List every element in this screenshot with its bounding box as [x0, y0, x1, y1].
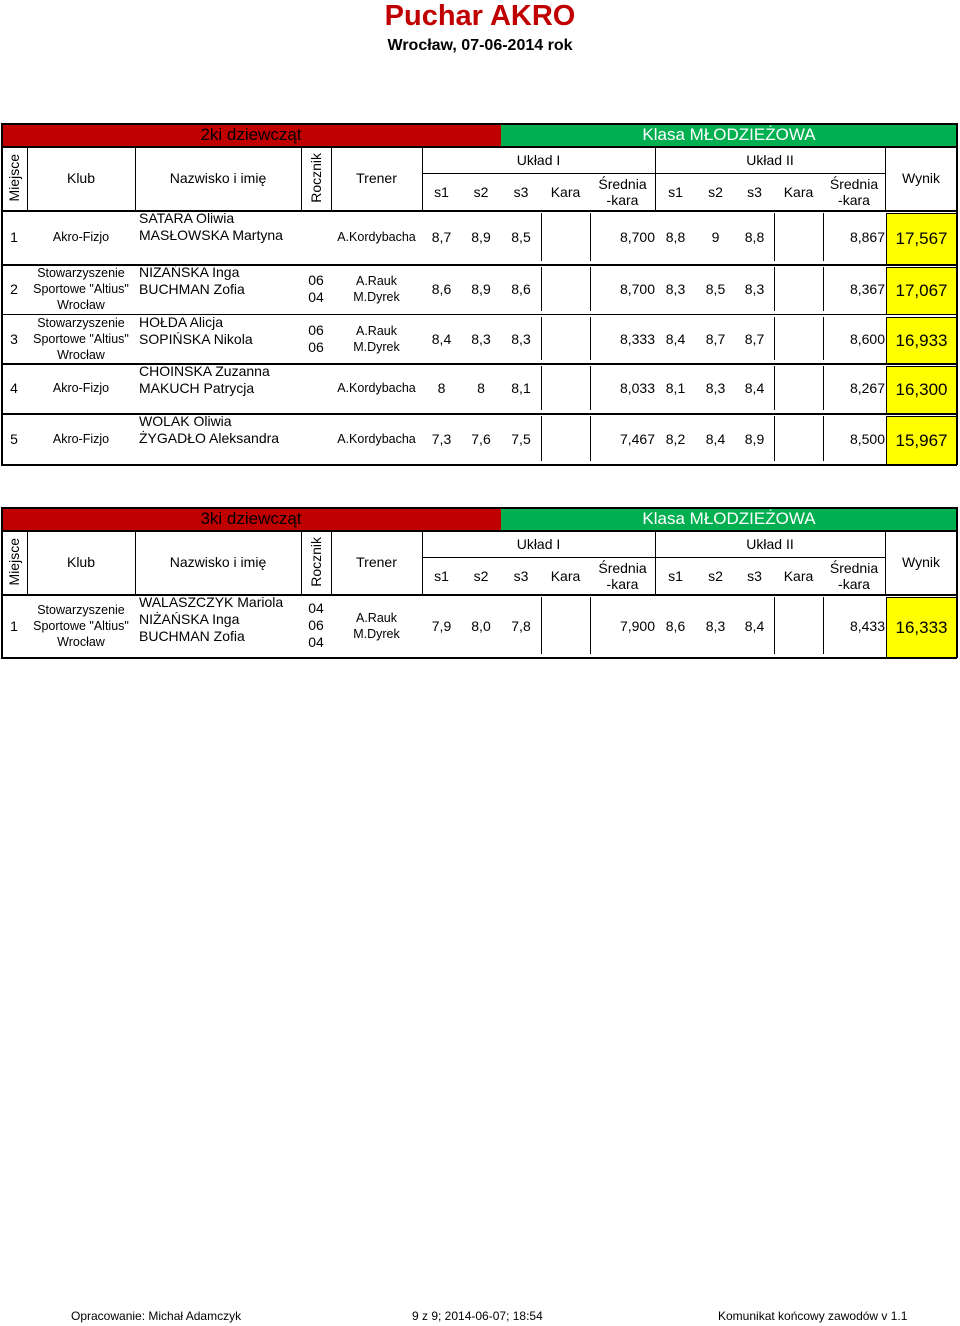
- header-s1-2: s1: [668, 567, 683, 584]
- u2-s1-cell: 8,6: [665, 617, 686, 634]
- u2-srednia-cell: 8,867: [849, 229, 885, 245]
- header-s1-1: s1: [434, 183, 449, 200]
- u2-kara-cell: [774, 314, 823, 363]
- header-s3-2: s3: [747, 567, 762, 584]
- birth-year: 06: [308, 321, 324, 338]
- header-srednia-line2: -kara: [606, 575, 639, 592]
- result-cell: 16,300: [886, 366, 956, 413]
- u2-srednia-cell: 8,367: [849, 281, 885, 297]
- grid-line: [590, 213, 591, 261]
- u2-s3-cell: 8,9: [744, 430, 765, 447]
- club-line: Wrocław: [57, 347, 105, 362]
- u1-s2-cell: 8,0: [471, 617, 491, 634]
- footer-version: Komunikat końcowy zawodów v 1.1: [718, 1309, 908, 1323]
- years-cell: [301, 264, 331, 314]
- place-cell: 1: [10, 229, 18, 245]
- header-s2-1: s2: [473, 183, 489, 200]
- u1-s3-cell: 7,8: [511, 617, 531, 634]
- grid-line: [823, 597, 824, 654]
- u2-srednia-cell: 8,500: [849, 430, 885, 447]
- header-trener: Trener: [356, 554, 397, 570]
- names-cell: [139, 210, 301, 264]
- grid-line: [1, 464, 957, 466]
- coach-name: A.Kordybacha: [337, 230, 416, 244]
- names-cell: [139, 314, 301, 363]
- grid-line: [590, 267, 591, 311]
- club-line: Akro-Fizjo: [52, 230, 110, 244]
- header-wynik: Wynik: [902, 170, 940, 186]
- athlete-name: ŻYGADŁO Aleksandra: [139, 430, 280, 446]
- grid-line: [823, 317, 824, 360]
- grid-line: [541, 597, 542, 654]
- result-cell: 17,067: [886, 267, 956, 314]
- grid-line: [541, 267, 542, 311]
- u1-kara-cell: [541, 363, 590, 413]
- coach-name: A.Kordybacha: [337, 431, 416, 446]
- coach-name: M.Dyrek: [353, 339, 400, 354]
- athlete-name: WALASZCZYK Mariola: [139, 594, 284, 610]
- header-srednia-2: [823, 557, 885, 594]
- u2-s1-cell: 8,4: [665, 330, 686, 347]
- u1-srednia-cell: 8,700: [619, 281, 655, 297]
- u1-srednia-cell: 8,700: [619, 229, 655, 245]
- u1-s2-cell: 8,9: [471, 229, 491, 245]
- u1-kara-cell: [541, 314, 590, 363]
- u2-s1-cell: 8,1: [665, 380, 686, 396]
- u2-s1-cell: 8,3: [665, 281, 686, 297]
- u2-srednia-cell: 8,433: [849, 617, 885, 634]
- header-s1-1: s1: [434, 567, 449, 584]
- u1-srednia-cell: 8,333: [619, 330, 655, 347]
- club-line: Sportowe "Altius": [33, 331, 129, 346]
- grid-line: [823, 366, 824, 410]
- header-uklad-2: Układ II: [746, 535, 794, 552]
- page-title: Puchar AKRO: [384, 0, 576, 32]
- result-cell: 17,567: [886, 213, 956, 264]
- club-line: Wrocław: [57, 634, 105, 649]
- header-uklad-2: Układ II: [746, 151, 794, 168]
- u1-kara-cell: [541, 594, 590, 657]
- u1-srednia-cell: 7,900: [619, 617, 655, 634]
- class-band: Klasa MŁODZIEŻOWA: [501, 507, 957, 530]
- u1-s2-cell: 8: [477, 380, 485, 396]
- u2-s3-cell: 8,3: [744, 281, 765, 297]
- grid-line: [774, 317, 775, 360]
- header-rocznik: [301, 146, 331, 210]
- category-band: 2ki dziewcząt: [1, 123, 501, 146]
- coach-cell: [331, 210, 422, 264]
- club-line: Sportowe "Altius": [33, 282, 129, 296]
- u1-s2-cell: 8,9: [471, 281, 491, 297]
- header-uklad-1: Układ I: [516, 151, 561, 168]
- u2-s1-cell: 8,8: [665, 229, 686, 245]
- u1-s3-cell: 8,1: [511, 380, 531, 396]
- header-rocznik-text: Rocznik: [308, 153, 324, 203]
- coach-name: M.Dyrek: [353, 626, 400, 641]
- u1-s1-cell: 8,7: [431, 229, 452, 245]
- u1-s3-cell: 8,6: [511, 281, 531, 297]
- club-cell: [27, 264, 135, 314]
- grid-line: [590, 317, 591, 360]
- u1-s3-cell: 7,5: [511, 430, 531, 447]
- header-miejsce: [1, 146, 27, 210]
- u2-srednia-cell: 8,267: [849, 380, 885, 396]
- club-cell: [27, 594, 135, 657]
- footer-page: 9 z 9; 2014-06-07; 18:54: [412, 1309, 543, 1323]
- club-cell: [27, 363, 135, 413]
- header-kara-1: Kara: [550, 183, 581, 200]
- years-cell: [301, 363, 331, 413]
- grid-line: [774, 416, 775, 461]
- u1-s1-cell: 7,3: [431, 430, 452, 447]
- club-cell: [27, 314, 135, 363]
- u1-s1-cell: 8,4: [431, 330, 452, 347]
- header-nazwisko: Nazwisko i imię: [169, 554, 267, 570]
- grid-line: [541, 416, 542, 461]
- athlete-name: HOŁDA Alicja: [139, 314, 224, 330]
- coach-name: A.Kordybacha: [337, 381, 416, 395]
- u2-s2-cell: 8,3: [705, 617, 726, 634]
- coach-name: A.Rauk: [356, 610, 397, 625]
- grid-line: [774, 597, 775, 654]
- grid-line: [774, 213, 775, 261]
- club-line: Stowarzyszenie: [37, 602, 125, 617]
- header-srednia-line1: Średnia: [829, 559, 879, 576]
- grid-line: [1, 657, 957, 659]
- u1-s3-cell: 8,5: [511, 229, 531, 245]
- birth-year: 06: [308, 272, 324, 288]
- u1-s1-cell: 8: [437, 380, 446, 396]
- header-s2-2: s2: [708, 567, 723, 584]
- coach-name: A.Rauk: [356, 274, 397, 288]
- u2-kara-cell: [774, 363, 823, 413]
- u1-s2-cell: 8,3: [471, 330, 491, 347]
- club-line: Akro-Fizjo: [52, 381, 110, 395]
- athlete-name: SATARA Oliwia: [139, 210, 235, 226]
- u1-srednia-cell: 8,033: [619, 380, 655, 396]
- athlete-name: WOLAK Oliwia: [139, 413, 232, 429]
- grid-line: [541, 366, 542, 410]
- club-line: Sportowe "Altius": [33, 618, 129, 633]
- coach-cell: [331, 594, 422, 657]
- result-cell: 15,967: [886, 416, 956, 464]
- u2-s3-cell: 8,4: [744, 380, 765, 396]
- u2-s1-cell: 8,2: [665, 430, 686, 447]
- u2-s3-cell: 8,8: [744, 229, 765, 245]
- header-rocznik-text: Rocznik: [308, 537, 324, 587]
- birth-year: 04: [308, 600, 324, 616]
- names-cell: [139, 413, 301, 464]
- grid-line: [774, 267, 775, 311]
- place-cell: 3: [10, 330, 18, 347]
- grid-line: [1, 123, 957, 125]
- header-wynik: Wynik: [902, 554, 940, 570]
- athlete-name: NIŻAŃSKA Inga: [139, 264, 240, 280]
- grid-line: [590, 597, 591, 654]
- u2-kara-cell: [774, 264, 823, 314]
- years-cell: [301, 210, 331, 264]
- grid-line: [774, 366, 775, 410]
- grid-line: [541, 213, 542, 261]
- club-line: Wrocław: [57, 298, 105, 312]
- place-cell: 2: [10, 281, 18, 297]
- coach-cell: [331, 264, 422, 314]
- u2-s3-cell: 8,7: [744, 330, 765, 347]
- u2-s2-cell: 9: [711, 229, 720, 245]
- header-miejsce: [1, 530, 27, 594]
- years-cell: [301, 413, 331, 464]
- header-rocznik: [301, 530, 331, 594]
- athlete-name: BUCHMAN Zofia: [139, 281, 245, 297]
- grid-line: [541, 317, 542, 360]
- coach-cell: [331, 363, 422, 413]
- header-srednia-2: [823, 173, 885, 210]
- birth-year: 06: [308, 338, 324, 355]
- header-s3-1: s3: [513, 183, 529, 200]
- grid-line: [823, 213, 824, 261]
- coach-cell: [331, 314, 422, 363]
- header-kara-2: Kara: [783, 183, 814, 200]
- header-srednia-line2: -kara: [606, 191, 639, 208]
- u2-s2-cell: 8,5: [705, 281, 726, 297]
- u1-s1-cell: 7,9: [431, 617, 452, 634]
- results-table-3ki: [1, 507, 958, 658]
- header-srednia-line2: -kara: [838, 191, 870, 208]
- footer-author: Opracowanie: Michał Adamczyk: [71, 1309, 242, 1323]
- coach-name: M.Dyrek: [353, 290, 400, 304]
- birth-year: 04: [308, 634, 324, 650]
- grid-line: [590, 416, 591, 461]
- names-cell: [139, 594, 301, 657]
- athlete-name: NIŻAŃSKA Inga: [139, 611, 240, 627]
- years-cell: [301, 314, 331, 363]
- u2-s2-cell: 8,4: [705, 430, 726, 447]
- club-line: Stowarzyszenie: [37, 266, 125, 280]
- header-miejsce-text: Miejsce: [6, 154, 22, 202]
- u2-kara-cell: [774, 210, 823, 264]
- place-cell: 1: [10, 617, 18, 634]
- u1-srednia-cell: 7,467: [619, 430, 655, 447]
- header-klub: Klub: [66, 170, 96, 186]
- club-line: Stowarzyszenie: [37, 315, 125, 330]
- athlete-name: MASŁOWSKA Martyna: [139, 227, 283, 243]
- athlete-name: MAKUCH Patrycja: [139, 380, 255, 396]
- header-srednia-line2: -kara: [838, 575, 870, 592]
- u2-kara-cell: [774, 594, 823, 657]
- athlete-name: SOPIŃSKA Nikola: [139, 331, 253, 347]
- result-cell: 16,933: [886, 317, 956, 363]
- grid-line: [823, 416, 824, 461]
- u2-s3-cell: 8,4: [744, 617, 765, 634]
- result-cell: 16,333: [886, 597, 956, 657]
- u1-kara-cell: [541, 413, 590, 464]
- u2-s2-cell: 8,7: [705, 330, 726, 347]
- results-table-2ki: [1, 123, 958, 465]
- header-s3-2: s3: [747, 183, 762, 200]
- header-miejsce-text: Miejsce: [6, 538, 22, 586]
- header-srednia-line1: Średnia: [829, 175, 879, 192]
- class-band: Klasa MŁODZIEŻOWA: [501, 123, 957, 146]
- birth-year: 06: [308, 617, 324, 633]
- header-s1-2: s1: [668, 183, 683, 200]
- header-s2-1: s2: [473, 567, 489, 584]
- birth-year: 04: [308, 289, 324, 305]
- header-uklad-1: Układ I: [516, 535, 561, 552]
- header-kara-2: Kara: [783, 567, 814, 584]
- u2-srednia-cell: 8,600: [849, 330, 885, 347]
- club-cell: [27, 210, 135, 264]
- header-s3-1: s3: [513, 567, 529, 584]
- header-nazwisko: Nazwisko i imię: [169, 170, 267, 186]
- athlete-name: CHOIŃSKA Zuzanna: [139, 363, 270, 379]
- coach-cell: [331, 413, 422, 464]
- club-cell: [27, 413, 135, 464]
- years-cell: [301, 594, 331, 657]
- header-srednia-1: [590, 173, 655, 210]
- u1-s3-cell: 8,3: [511, 330, 531, 347]
- u2-kara-cell: [774, 413, 823, 464]
- u1-kara-cell: [541, 264, 590, 314]
- u1-kara-cell: [541, 210, 590, 264]
- u1-s2-cell: 7,6: [471, 430, 491, 447]
- u1-s1-cell: 8,6: [431, 281, 452, 297]
- header-srednia-line1: Średnia: [598, 175, 647, 192]
- header-klub: Klub: [66, 554, 96, 570]
- place-cell: 4: [10, 380, 18, 396]
- grid-line: [1, 507, 957, 509]
- header-kara-1: Kara: [550, 567, 581, 584]
- category-band: 3ki dziewcząt: [1, 507, 501, 530]
- place-cell: 5: [10, 430, 18, 447]
- header-s2-2: s2: [708, 183, 723, 200]
- header-srednia-1: [590, 557, 655, 594]
- athlete-name: BUCHMAN Zofia: [139, 628, 245, 644]
- header-srednia-line1: Średnia: [598, 559, 647, 576]
- grid-line: [823, 267, 824, 311]
- club-line: Akro-Fizjo: [52, 431, 110, 446]
- coach-name: A.Rauk: [356, 323, 397, 338]
- names-cell: [139, 264, 301, 314]
- page-subtitle: Wrocław, 07-06-2014 rok: [387, 37, 573, 54]
- grid-line: [590, 366, 591, 410]
- u2-s2-cell: 8,3: [705, 380, 726, 396]
- header-trener: Trener: [356, 170, 397, 186]
- names-cell: [139, 363, 301, 413]
